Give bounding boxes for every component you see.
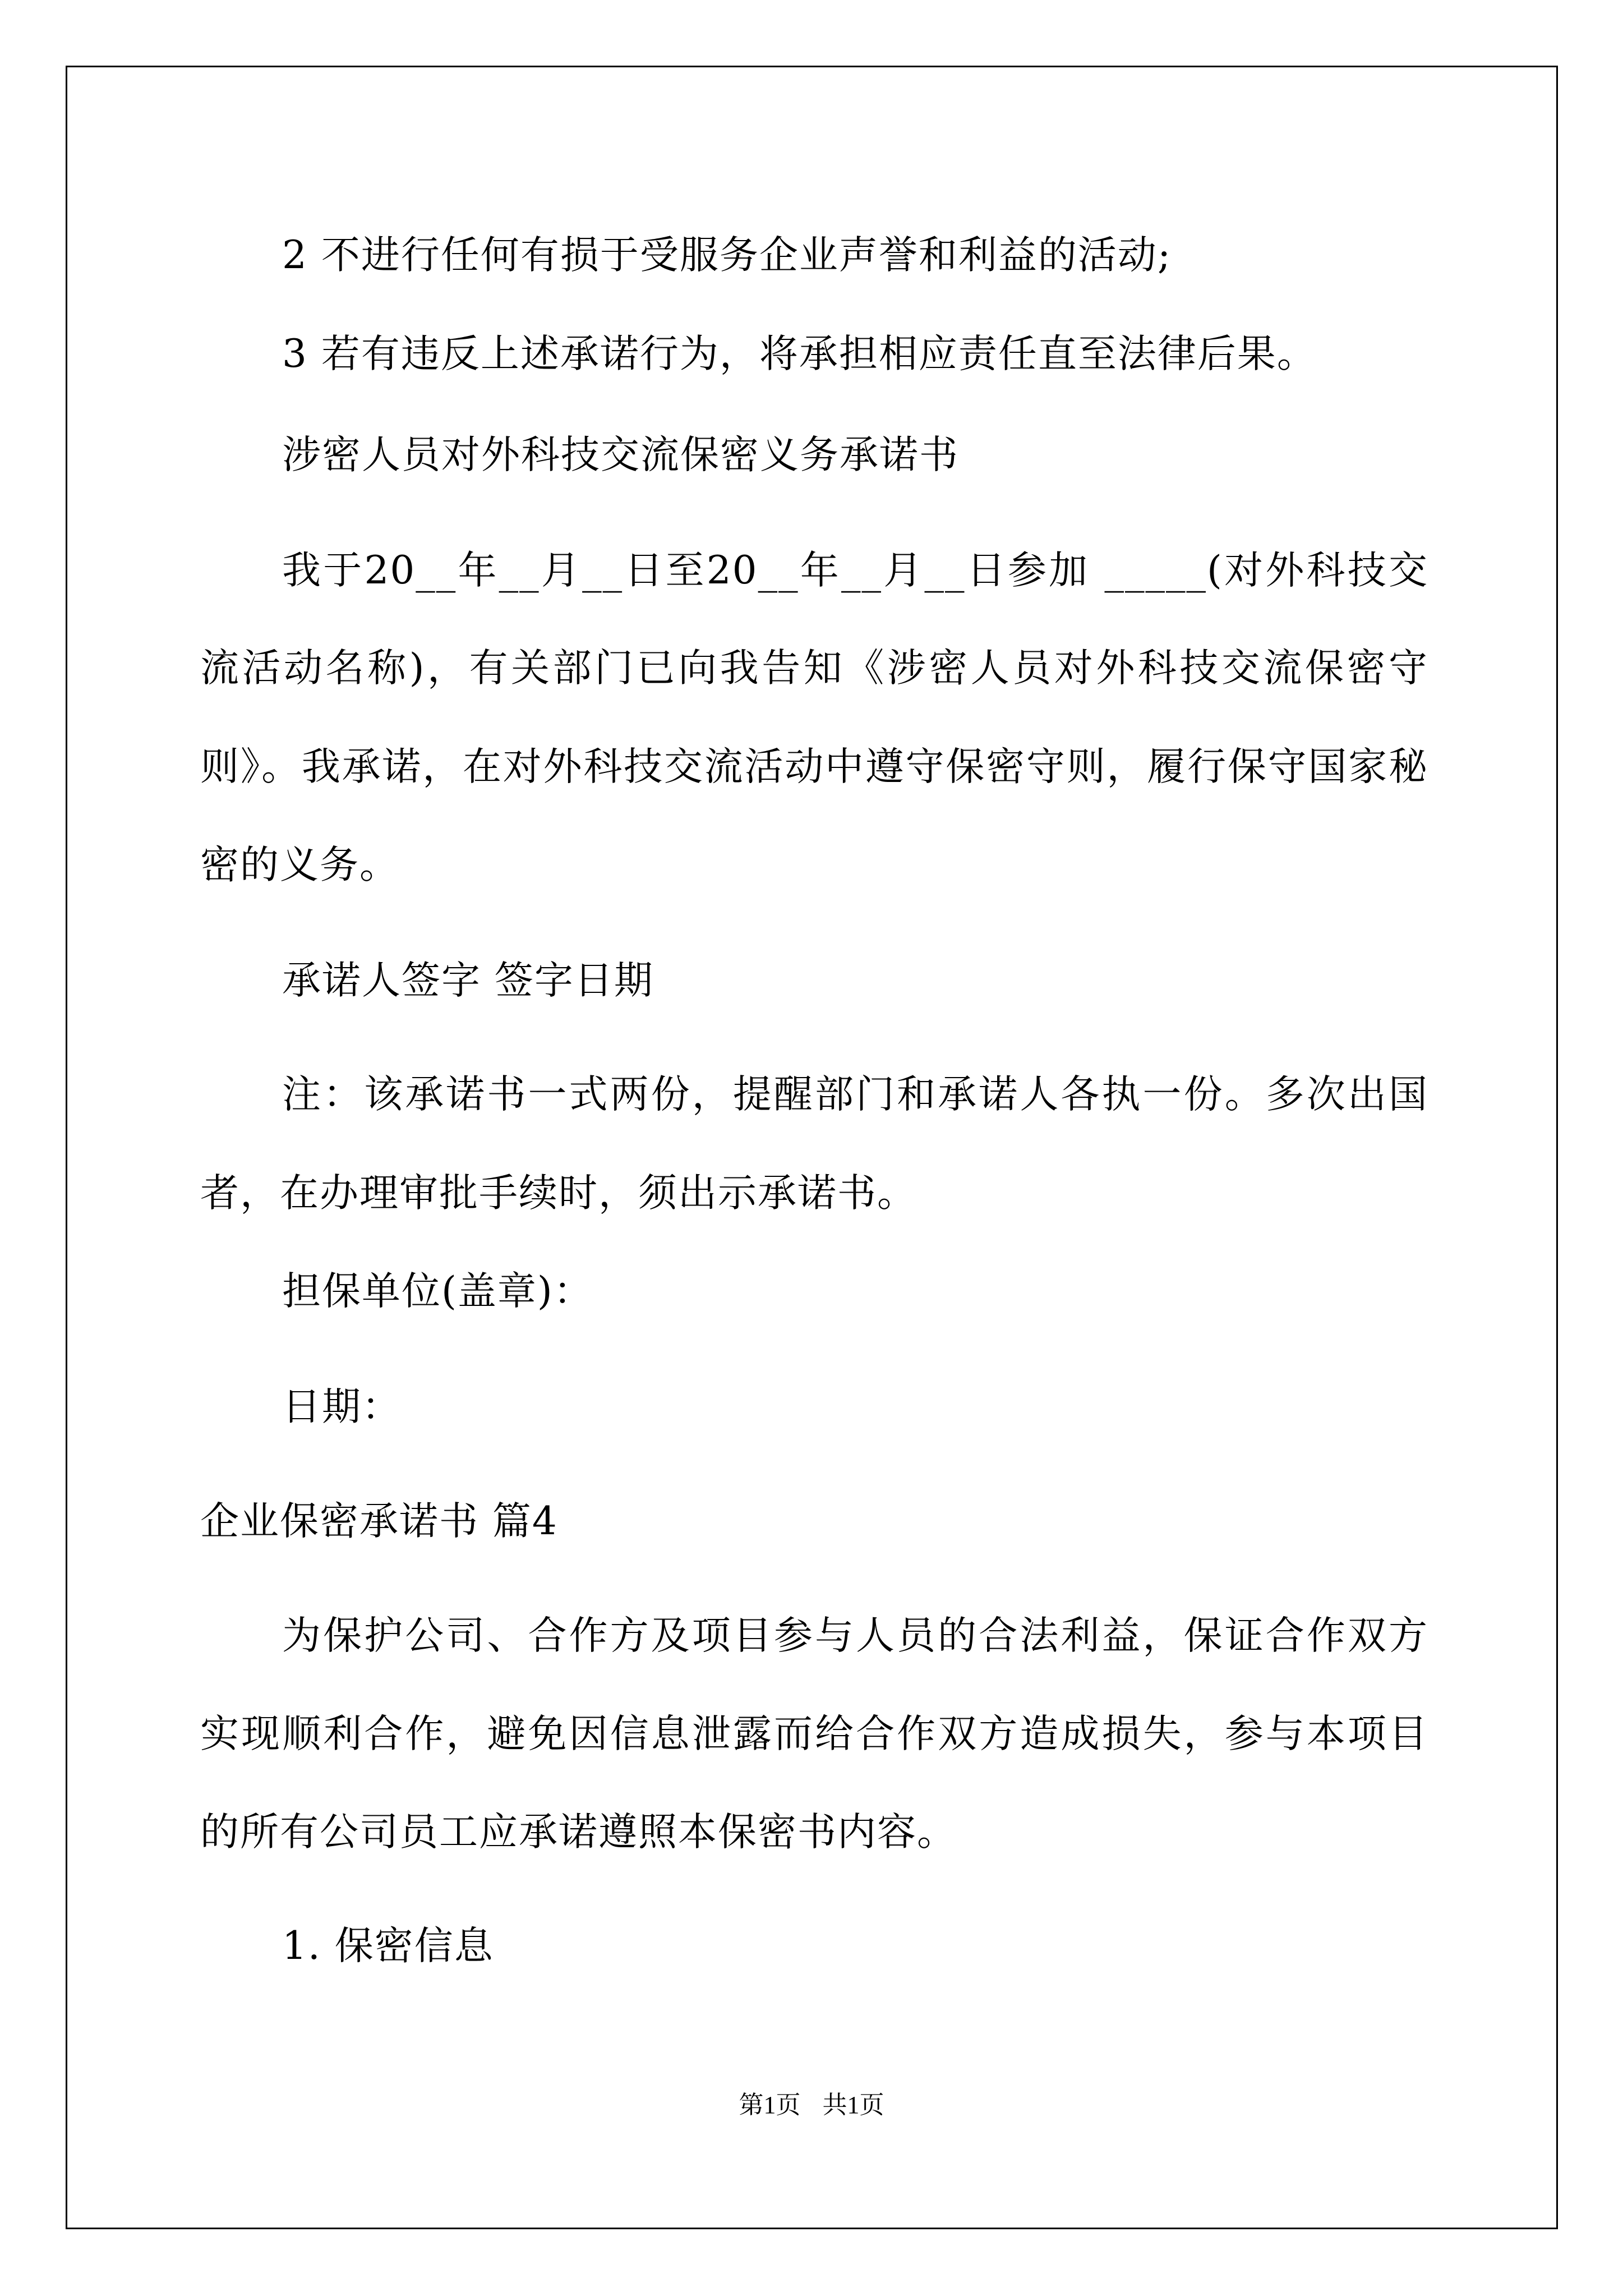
paragraph-line: 为保护公司、合作方及项目参与人员的合法利益，保证合作双方 bbox=[282, 1613, 1428, 1658]
paragraph-line: 实现顺利合作，避免因信息泄露而给合作双方造成损失，参与本项目 bbox=[200, 1711, 1428, 1756]
note-line: 注：该承诺书一式两份，提醒部门和承诺人各执一份。多次出国 bbox=[282, 1072, 1428, 1117]
paragraph-line: 的所有公司员工应承诺遵照本保密书内容。 bbox=[200, 1810, 957, 1855]
guarantor-line: 担保单位(盖章)： bbox=[282, 1269, 593, 1314]
paragraph-line: 密的义务。 bbox=[200, 843, 399, 887]
section-title: 涉密人员对外科技交流保密义务承诺书 bbox=[282, 432, 959, 477]
paragraph-line: 则》。我承诺，在对外科技交流活动中遵守保密守则，履行保守国家秘 bbox=[200, 744, 1428, 789]
date-line: 日期： bbox=[282, 1384, 402, 1429]
clause-2: 2 不进行任何有损于受服务企业声誉和利益的活动; bbox=[282, 233, 1172, 278]
page-border bbox=[66, 66, 1558, 2229]
article-heading: 企业保密承诺书 篇4 bbox=[200, 1499, 558, 1544]
page-total: 共1页 bbox=[822, 2091, 884, 2119]
subsection-heading: 1. 保密信息 bbox=[282, 1924, 494, 1968]
paragraph-line: 我于20__年__月__日至20__年__月__日参加 _____(对外科技交 bbox=[282, 548, 1428, 593]
page-number: 第1页 bbox=[739, 2091, 801, 2119]
clause-3: 3 若有违反上述承诺行为，将承担相应责任直至法律后果。 bbox=[282, 332, 1317, 376]
signature-line: 承诺人签字 签字日期 bbox=[282, 958, 654, 1003]
paragraph-line: 流活动名称)，有关部门已向我告知《涉密人员对外科技交流保密守 bbox=[200, 646, 1428, 691]
note-line: 者，在办理审批手续时，须出示承诺书。 bbox=[200, 1171, 917, 1216]
page-footer bbox=[0, 2088, 1623, 2122]
